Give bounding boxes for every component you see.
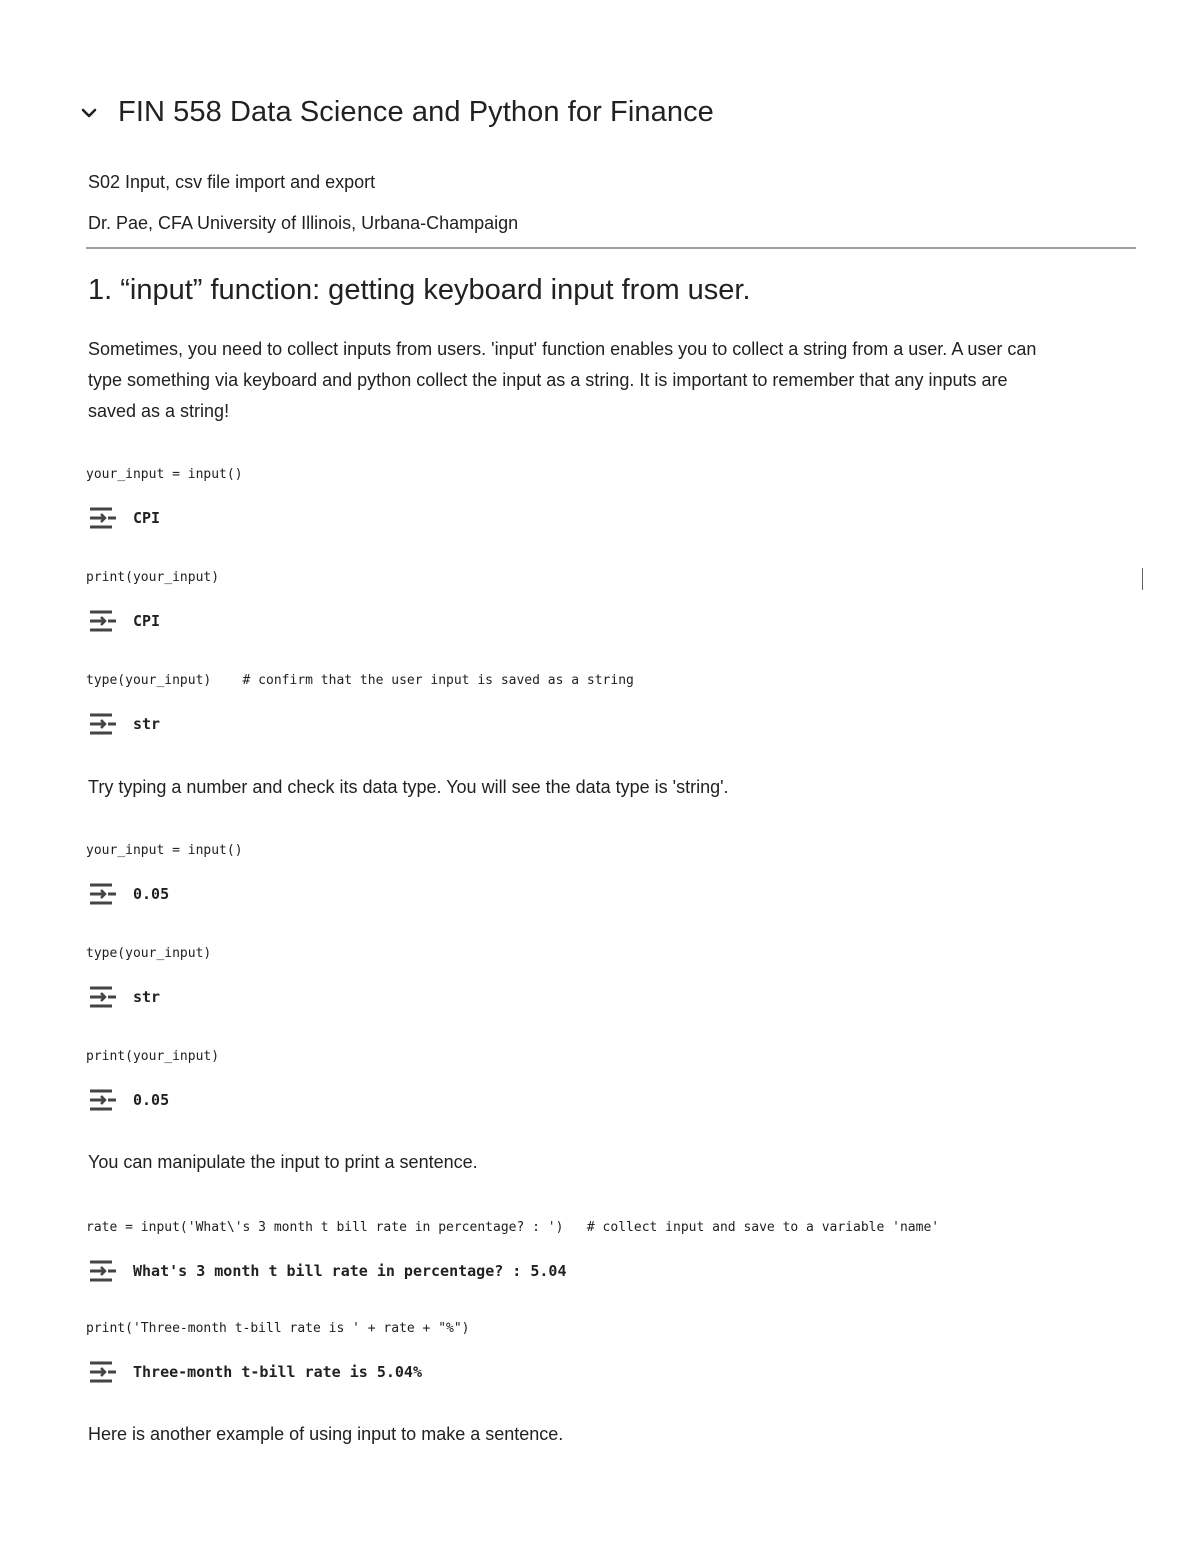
- output-toggle-icon[interactable]: [86, 711, 118, 737]
- notebook-title: FIN 558 Data Science and Python for Finance: [118, 96, 714, 128]
- output-row-2: [86, 608, 160, 634]
- output-toggle-icon[interactable]: [86, 1359, 118, 1385]
- code-cell-1[interactable]: your_input = input(): [86, 467, 243, 482]
- try-typing-text: Try typing a number and check its data type. You will see the data type is 'string'.: [88, 777, 729, 797]
- output-toggle-icon[interactable]: [86, 505, 118, 531]
- code-cell-3[interactable]: type(your_input) # confirm that the user input is saved as a string: [86, 673, 634, 688]
- intro-line-2: type something via keyboard and python collect the input as a string. It is important to remember that any inputs are: [88, 370, 1008, 390]
- output-toggle-icon[interactable]: [86, 608, 118, 634]
- output-toggle-icon[interactable]: [86, 1087, 118, 1113]
- code-cell-5[interactable]: type(your_input): [86, 946, 212, 961]
- notebook-subtitle: S02 Input, csv file import and export: [88, 172, 376, 192]
- output-toggle-icon[interactable]: [86, 1258, 118, 1284]
- output-text-8: Three-month t-bill rate is 5.04%: [133, 1363, 422, 1381]
- output-row-6: [86, 1087, 169, 1113]
- output-toggle-icon[interactable]: [86, 984, 118, 1010]
- code-cell-8[interactable]: print('Three-month t-bill rate is ' + rate + "%"): [86, 1321, 470, 1336]
- output-text-3: str: [133, 715, 161, 733]
- section-title-row[interactable]: [80, 96, 714, 129]
- code-cell-7[interactable]: rate = input('What\'s 3 month t bill rate in percentage? : ') # collect input and save to a variable 'name': [86, 1220, 940, 1235]
- code-cell-4[interactable]: your_input = input(): [86, 843, 243, 858]
- output-text-5: str: [133, 988, 161, 1006]
- code-cell-2[interactable]: print(your_input): [86, 570, 220, 585]
- output-text-7: What's 3 month t bill rate in percentage? : 5.04: [133, 1262, 567, 1280]
- section-heading: 1. “input” function: getting keyboard input from user.: [88, 274, 751, 306]
- output-row-4: [86, 881, 169, 907]
- notebook-author: Dr. Pae, CFA University of Illinois, Urbana-Champaign: [88, 213, 519, 233]
- chevron-down-icon[interactable]: [80, 104, 98, 122]
- output-row-3: [86, 711, 160, 737]
- output-row-5: [86, 984, 160, 1010]
- horizontal-rule: [86, 247, 1136, 249]
- output-text-1: CPI: [133, 509, 161, 527]
- text-cursor: [1142, 568, 1143, 590]
- intro-line-1: Sometimes, you need to collect inputs from users. 'input' function enables you to collect a string from a user. A user can: [88, 339, 1037, 359]
- output-row-8: [86, 1359, 422, 1385]
- output-row-1: [86, 505, 160, 531]
- output-text-4: 0.05: [133, 885, 170, 903]
- code-cell-6[interactable]: print(your_input): [86, 1049, 220, 1064]
- manipulate-text: You can manipulate the input to print a sentence.: [88, 1152, 478, 1172]
- another-example-text: Here is another example of using input to make a sentence.: [88, 1424, 564, 1444]
- output-text-6: 0.05: [133, 1091, 170, 1109]
- output-row-7: [86, 1258, 566, 1284]
- intro-line-3: saved as a string!: [88, 401, 230, 421]
- output-toggle-icon[interactable]: [86, 881, 118, 907]
- output-text-2: CPI: [133, 612, 161, 630]
- intro-paragraph: [88, 334, 1036, 427]
